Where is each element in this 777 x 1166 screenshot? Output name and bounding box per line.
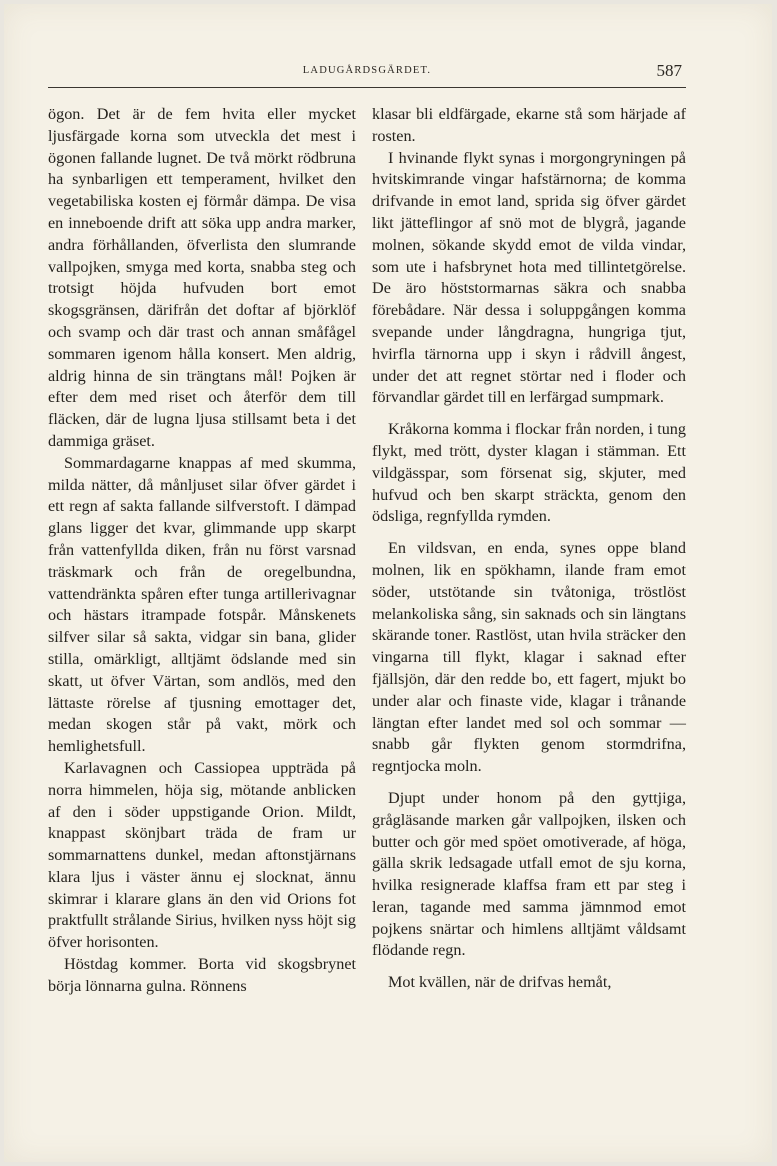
paragraph: Mot kvällen, när de drifvas hemåt, [388,973,612,992]
right-column [372,104,686,994]
paragraph: Karlavagnen och Cassiopea uppträda på norra himmelen, höja sig, mötande anblicken af den i söder uppstigande Orion. Mildt, knappast skönjbart träda de fram ur sommarnattens dunkel, medan aftonstjärnans klara ljus i väster ännu ej slocknat, ännu skimrar i klarare glans än den vid Orions fot praktfullt strålande Sirius, hvilken nyss höjt sig öfver horisonten. [48,758,356,952]
running-title: LADUGÅRDSGÄRDET. [302,65,432,76]
paragraph: I hvinande flykt synas i morgongryningen på hvitskimrande vingar hafstärnorna; de komma drifvande in emot land, sprida sig öfver gärdet likt jätteflingor af snö mot de blygrå, jagande molnen, sökande skydd emot de vilda vindar, som ute i hafsbrynet hota med tillintetgörelse. De äro höststormarnas säkra och snabba förebådare. När dessa i soluppgången komma svepande under långdragna, hungriga tjut, hvirfla tärnorna upp i skyn i rådvill ångest, under det att regnet störtar ned i floder och förvandlar gärdet till en lerfärgad sumpmark. [372,148,686,407]
paragraph: Djupt under honom på den gyttjiga, grågläsande marken går vallpojken, ilsken och butter och gör med spöet omotiverade, af höga, gälla skrik ledsagade utfall emot de sju korna, hvilka resignerade klaffsa fram ett par steg i leran, tagande med samma jämnmod emot pojkens snärtar och himlens alltjämt våldsamt flödande regn. [372,788,686,960]
page-number: 587 [656,61,682,80]
paragraph: En vildsvan, en enda, synes oppe bland molnen, lik en spökhamn, ilande fram emot söder, utstötande sin tvåtoniga, tröstlöst melankoliska sång, sin saknads och sin längtans skärande toner. Rastlöst, utan hvila sträcker den vingarna till flykt, klagar i saknad efter fjällsjön, där den redde bo, ett fagert, mjukt bo under alar och finaste vide, klagar i trånande längtan efter landet med sol och sommar — snabb går flykten genom stormdrifna, regntjocka moln. [372,539,686,776]
paragraph: Sommardagarne knappas af med skumma, milda nätter, då månljuset silar öfver gärdet i ett regn af sakta fallande silfverstoft. I dämpad glans ligger det kvar, glimmande upp skarpt från vattenfyllda diken, från nu först varsnad träskmark och från de oregelbundna, vattendränkta spåren efter tunga artillerivagnar och hästars itrampade fotspår. Månskenets silfver silar så sakta, vidgar sin bana, glider stilla, omärkligt, alltjämt ödslande med sin skatt, ut öfver Värtan, som andlös, med den lättaste rörelse af tjusning emottager det, medan skogen står på vakt, mörk och hemlighetsfull. [48,453,356,756]
paragraph: ögon. Det är de fem hvita eller mycket ljusfärgade korna som utveckla det mest i ögonen fallande lugnet. De två mörkt rödbruna ha synbarligen ett temperament, hvilket den vegetabiliska kosten ej förmår dämpa. De visa en inneboende drift att söka upp andra marker, andra förhållanden, öfverlista den slumrande vallpojken, smyga med korta, snabba steg och trotsigt höjda hufvuden bort emot skogsgränsen, därifrån det doftar af björklöf och svamp och där trast och annan småfågel sommaren igenom hålla konsert. Men aldrig, aldrig hinna de sin trängtans mål! Pojken är efter dem med riset och återför dem till fläcken, där de lugna ljusa stillsamt beta i det dammiga gräset. [48,105,356,450]
book-page [4,4,772,1162]
page-header [48,61,686,88]
paragraph: Höstdag kommer. Borta vid skogsbrynet börja lönnarna gulna. Rönnens [48,955,356,995]
paragraph: klasar bli eldfärgade, ekarne stå som härjade af rosten. [372,105,686,145]
paragraph: Kråkorna komma i flockar från norden, i tung flykt, med trött, dyster klagan i stämman. Ett vildgässpar, som försenat sig, skjuter, med hufvud och ben skarpt sträckta, genom den ödsliga, regnfyllda rymden. [372,420,686,526]
left-column [48,104,356,998]
